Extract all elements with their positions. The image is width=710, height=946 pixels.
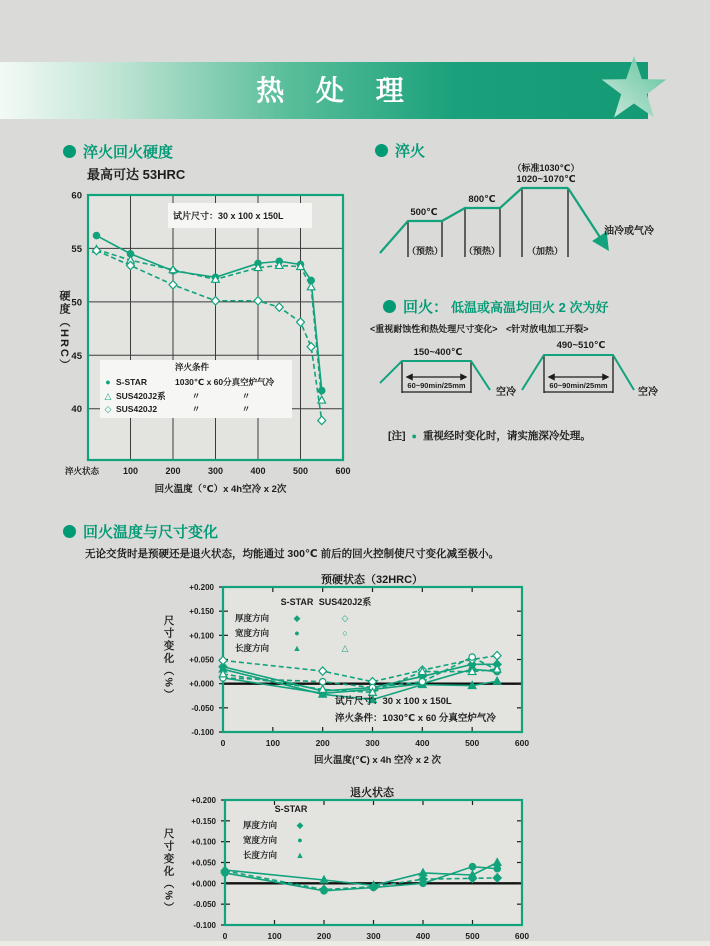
svg-text:100: 100 (267, 931, 282, 941)
quench-temp2-label: 800℃ (468, 194, 496, 205)
section-quench-title: 淬火 (395, 143, 426, 160)
svg-text:400: 400 (415, 738, 430, 748)
svg-text:宽度方向: 宽度方向 (235, 628, 270, 638)
note-bullet-icon: ● (411, 430, 417, 441)
annealed-chart-title: 退火状态 (350, 787, 394, 799)
svg-text:50: 50 (71, 297, 82, 309)
svg-text:宽度方向: 宽度方向 (243, 835, 278, 845)
svg-text:200: 200 (165, 466, 181, 476)
temper-right-case-title: <针对放电加工开裂> (506, 324, 589, 334)
svg-text:400: 400 (415, 931, 431, 941)
svg-text:60: 60 (71, 190, 82, 202)
svg-text:〃: 〃 (191, 391, 201, 401)
svg-text:●: ● (297, 835, 303, 845)
temper-left-hold-label: 60~90min/25mm (407, 381, 466, 390)
section-hardness-heading (63, 141, 173, 162)
note-text: 重视经时变化时，请实施深冷处理。 (422, 430, 591, 442)
section-bullet-icon (383, 300, 396, 313)
svg-text:淬火条件：1030℃ x 60 分真空炉气冷: 淬火条件：1030℃ x 60 分真空炉气冷 (335, 713, 496, 724)
svg-text:+0.000: +0.000 (189, 679, 214, 689)
svg-text:回火温度(℃) x 4h 空冷 x 2 次: 回火温度(℃) x 4h 空冷 x 2 次 (313, 755, 442, 766)
svg-text:200: 200 (316, 931, 332, 941)
svg-text:SUS420J2: SUS420J2 (116, 404, 158, 414)
svg-text:◇: ◇ (341, 613, 349, 623)
svg-text:试片尺寸：30 x 100 x 150L: 试片尺寸：30 x 100 x 150L (173, 211, 284, 221)
svg-text:厚度方向: 厚度方向 (235, 613, 270, 623)
temper-right-aircool-label: 空冷 (638, 387, 658, 398)
svg-text:+0.100: +0.100 (189, 631, 214, 641)
temper-left-temp-label: 150~400℃ (413, 347, 463, 358)
svg-text:400: 400 (250, 466, 266, 476)
quench-standard-label: （标准1030℃） (512, 163, 580, 173)
prehard-chart (158, 568, 562, 768)
section-bullet-icon (63, 145, 76, 158)
svg-text:+0.150: +0.150 (189, 607, 214, 617)
svg-text:+0.100: +0.100 (191, 837, 216, 847)
svg-text:200: 200 (315, 738, 330, 748)
svg-text:-0.100: -0.100 (193, 921, 216, 930)
section-dimension-heading (63, 521, 218, 542)
svg-text:300: 300 (207, 466, 224, 476)
quench-temp1-label: 500℃ (410, 207, 438, 218)
svg-text:100: 100 (122, 466, 139, 476)
section-temper-heading (383, 296, 608, 317)
svg-text:〃: 〃 (241, 391, 251, 401)
svg-text:500: 500 (465, 931, 480, 941)
svg-text:SUS420J2系: SUS420J2系 (116, 391, 166, 401)
svg-text:0: 0 (222, 931, 228, 941)
svg-text:300: 300 (366, 931, 381, 941)
svg-text:0: 0 (220, 738, 226, 748)
svg-text:淬火条件: 淬火条件 (175, 362, 210, 372)
svg-text:100: 100 (265, 738, 280, 748)
quench-range-label: 1020~1070℃ (516, 174, 576, 185)
svg-text:+0.150: +0.150 (191, 816, 216, 826)
max-hardness-note: 最高可达 53HRC (87, 167, 186, 182)
svg-text:△: △ (341, 643, 349, 653)
svg-text:长度方向: 长度方向 (243, 850, 278, 860)
svg-text:600: 600 (514, 738, 530, 748)
svg-text:500: 500 (292, 466, 309, 476)
page-title: 热 处 理 (256, 75, 416, 106)
svg-text:55: 55 (71, 243, 82, 255)
section-dimension-title: 回火温度与尺寸变化 (83, 524, 219, 541)
svg-text:300: 300 (365, 738, 380, 748)
svg-text:▲: ▲ (295, 850, 305, 860)
temper-right-temp-label: 490~510℃ (556, 340, 606, 351)
svg-text:600: 600 (514, 931, 530, 941)
hardness-chart (55, 188, 360, 508)
title-banner (0, 62, 648, 119)
svg-text:◆: ◆ (296, 820, 304, 830)
quench-stage2-label: （预热） (463, 246, 500, 256)
svg-text:+0.200: +0.200 (191, 796, 216, 805)
svg-text:△: △ (104, 391, 112, 401)
temper-note (388, 428, 591, 443)
svg-text:1030℃ x 60分真空炉气冷: 1030℃ x 60分真空炉气冷 (175, 377, 275, 387)
svg-text:◆: ◆ (293, 613, 301, 623)
svg-text:+0.050: +0.050 (189, 655, 214, 665)
svg-text:S-STAR: S-STAR (116, 377, 148, 387)
svg-text:试片尺寸：30 x 100 x 150L: 试片尺寸：30 x 100 x 150L (335, 696, 452, 707)
svg-text:长度方向: 长度方向 (235, 643, 270, 653)
svg-text:〃: 〃 (191, 404, 201, 414)
svg-text:○: ○ (342, 628, 348, 638)
temper-left-aircool-label: 空冷 (496, 387, 516, 398)
svg-text:S-STAR: S-STAR (280, 597, 314, 607)
svg-text:+0.200: +0.200 (189, 583, 214, 592)
svg-text:●: ● (294, 628, 300, 638)
section-bullet-icon (375, 144, 388, 157)
note-tag: [注] (388, 430, 406, 442)
svg-text:▲: ▲ (292, 643, 302, 653)
svg-text:+0.050: +0.050 (191, 858, 216, 868)
svg-text:厚度方向: 厚度方向 (243, 820, 278, 830)
svg-text:45: 45 (71, 350, 82, 362)
prehard-chart-title: 预硬状态（32HRC） (320, 574, 424, 586)
svg-text:SUS420J2系: SUS420J2系 (318, 597, 372, 607)
quench-stage3-label: （加热） (526, 246, 563, 256)
svg-text:-0.050: -0.050 (193, 900, 216, 910)
svg-text:+0.000: +0.000 (191, 879, 216, 889)
svg-text:S-STAR: S-STAR (274, 804, 308, 814)
star-icon (598, 56, 670, 128)
svg-text:500: 500 (465, 738, 480, 748)
svg-text:〃: 〃 (241, 404, 251, 414)
hardness-y-axis-label: 硬度（HRC） (58, 290, 70, 372)
svg-text:40: 40 (71, 404, 82, 416)
annealed-y-axis-label: 尺寸变化（%） (162, 828, 175, 915)
svg-text:●: ● (105, 377, 111, 387)
section-bullet-icon (63, 525, 76, 538)
dimension-body-text: 无论交货时是预硬还是退火状态，均能通过 300℃ 前后的回火控制使尺寸变化减至极小。 (85, 548, 500, 560)
temper-left-case-title: <重视耐蚀性和热处理尺寸变化> (370, 324, 498, 334)
prehard-y-axis-label: 尺寸变化（%） (162, 615, 175, 702)
page-bottom-edge (0, 941, 710, 946)
annealed-chart (158, 781, 562, 946)
quench-cooling-label: 油冷或气冷 (604, 226, 654, 237)
section-hardness-title: 淬火回火硬度 (83, 144, 174, 161)
svg-text:回火温度（℃）x 4h空冷 x 2次: 回火温度（℃）x 4h空冷 x 2次 (154, 484, 287, 495)
svg-text:◇: ◇ (104, 404, 112, 414)
temper-heading-strong: 回火： (403, 299, 449, 316)
temper-heading-rest: 低温或高温均回火 2 次为好 (451, 300, 609, 315)
svg-text:-0.050: -0.050 (191, 703, 214, 713)
quench-stage1-label: （预热） (406, 246, 443, 256)
svg-text:600: 600 (335, 466, 351, 476)
temper-profile-diagrams (368, 333, 710, 403)
temper-right-hold-label: 60~90min/25mm (549, 381, 608, 390)
svg-text:-0.100: -0.100 (191, 728, 214, 737)
svg-text:淬火状态: 淬火状态 (64, 466, 99, 476)
